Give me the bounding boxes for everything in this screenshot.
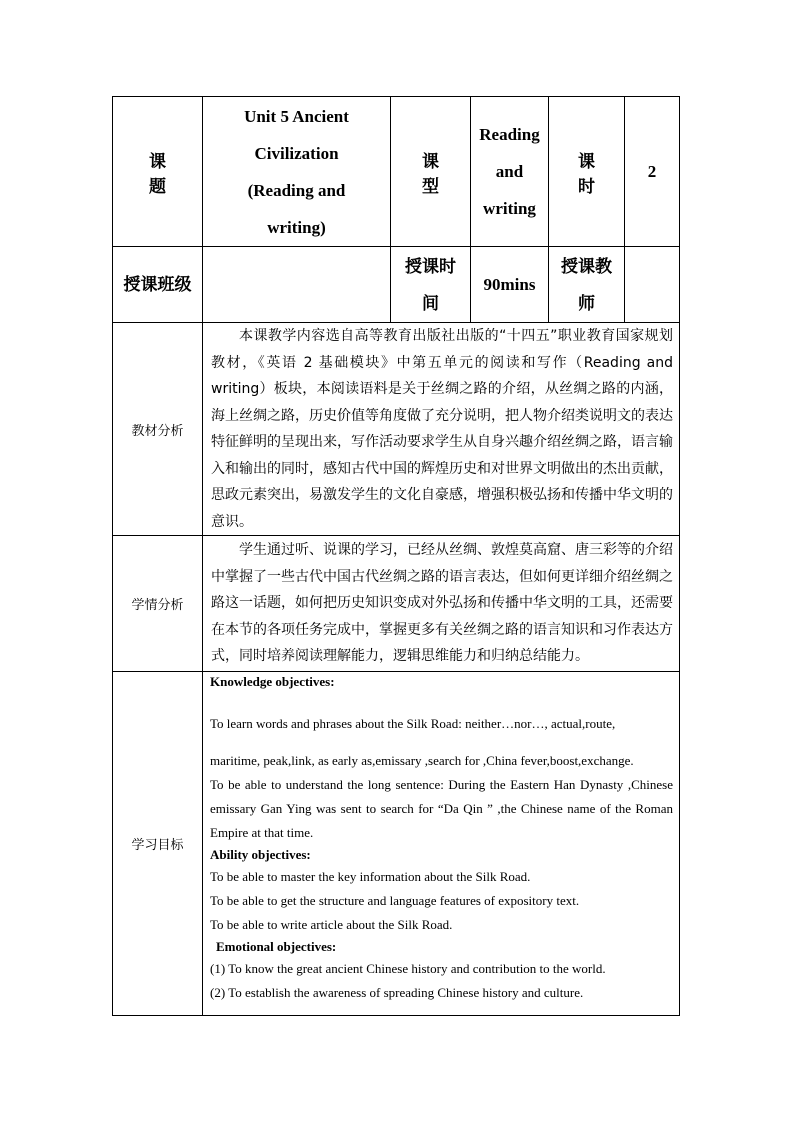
textbook-label: 教材分析 (113, 323, 203, 536)
teacher-label-line: 师 (578, 293, 595, 313)
hours-value: 2 (625, 97, 680, 247)
ability-item: To be able to write article about the Silk Road. (210, 917, 453, 932)
emotional-heading: Emotional objectives: (216, 939, 337, 954)
ability-heading: Ability objectives: (210, 847, 311, 862)
type-line: Reading (479, 125, 540, 144)
textbook-analysis-text: 本课教学内容选自高等教育出版社出版的“十四五”职业教育国家规划教材，《英语 2 基础模块》中第五单元的阅读和写作（Reading and writing）板块，本阅读语料是关于丝绸之路的介绍，从丝绸之路的内涵，海上丝绸之路，历史价值等角度做了充分说明，把人物介绍类说明文的表达特征鲜明的呈现出来，写作活动要求学生从自身兴趣介绍丝绸之路，语言输入和输出的同时，感知古代中国的辉煌历史和对世界文明做出的杰出贡献，思政元素突出，易激发学生的文化自豪感，增强积极弘扬和传播中华文明的意识。 (203, 323, 680, 536)
learners-row (113, 536, 680, 672)
objectives-content (203, 672, 680, 1016)
topic-line: Unit 5 Ancient (244, 106, 349, 126)
type-value (471, 97, 549, 247)
topic-label: 课 题 (113, 97, 203, 247)
knowledge-heading: Knowledge objectives: (210, 674, 335, 689)
class-label: 授课班级 (113, 247, 203, 323)
learners-analysis-text: 学生通过听、说课的学习，已经从丝绸、敦煌莫高窟、唐三彩等的介绍中掌握了一些古代中国古代丝绸之路的语言表达，但如何更详细介绍丝绸之路这一话题，如何把历史知识变成对外弘扬和传播中华文明的工具，还需要在本节的各项任务完成中，掌握更多有关丝绸之路的语言知识和习作表达方式，同时培养阅读理解能力，逻辑思维能力和归纳总结能力。 (203, 536, 680, 672)
emotional-item: (2) To establish the awareness of spreading Chinese history and culture. (210, 985, 584, 1000)
lesson-plan-table (112, 96, 680, 1016)
knowledge-line: maritime, peak,link, as early as,emissary ,search for ,China fever,boost,exchange. (210, 753, 634, 768)
teacher-label (549, 247, 625, 323)
ability-item: To be able to get the structure and language features of expository text. (210, 893, 580, 908)
teacher-value (625, 247, 680, 323)
topic-line: (Reading and (247, 180, 346, 200)
topic-line: Civilization (254, 143, 339, 163)
objectives-row (113, 672, 680, 1016)
objectives-label: 学习目标 (113, 672, 203, 1016)
type-line: writing (483, 199, 536, 218)
emotional-item: (1) To know the great ancient Chinese history and contribution to the world. (210, 961, 606, 976)
knowledge-line: To learn words and phrases about the Silk Road: neither…nor…, actual,route, (210, 716, 616, 731)
time-label-line: 授课时 (405, 256, 456, 276)
knowledge-line: To be able to understand the long sentence: During the Eastern Han Dynasty ,Chinese emissary Gan Ying was sent to search for “Da Qin ” ,the Chinese name of the Roman Empire at that time. (210, 777, 673, 840)
type-line: and (495, 162, 524, 181)
time-label-line: 间 (422, 293, 439, 313)
header-row (113, 97, 680, 247)
learners-label: 学情分析 (113, 536, 203, 672)
type-label: 课 型 (391, 97, 471, 247)
class-row (113, 247, 680, 323)
teacher-label-line: 授课教 (561, 256, 612, 276)
time-value: 90mins (471, 247, 549, 323)
textbook-row (113, 323, 680, 536)
time-label (391, 247, 471, 323)
topic-value (203, 97, 391, 247)
ability-item: To be able to master the key information about the Silk Road. (210, 869, 531, 884)
topic-line: writing) (267, 217, 326, 237)
hours-label: 课 时 (549, 97, 625, 247)
class-value (203, 247, 391, 323)
